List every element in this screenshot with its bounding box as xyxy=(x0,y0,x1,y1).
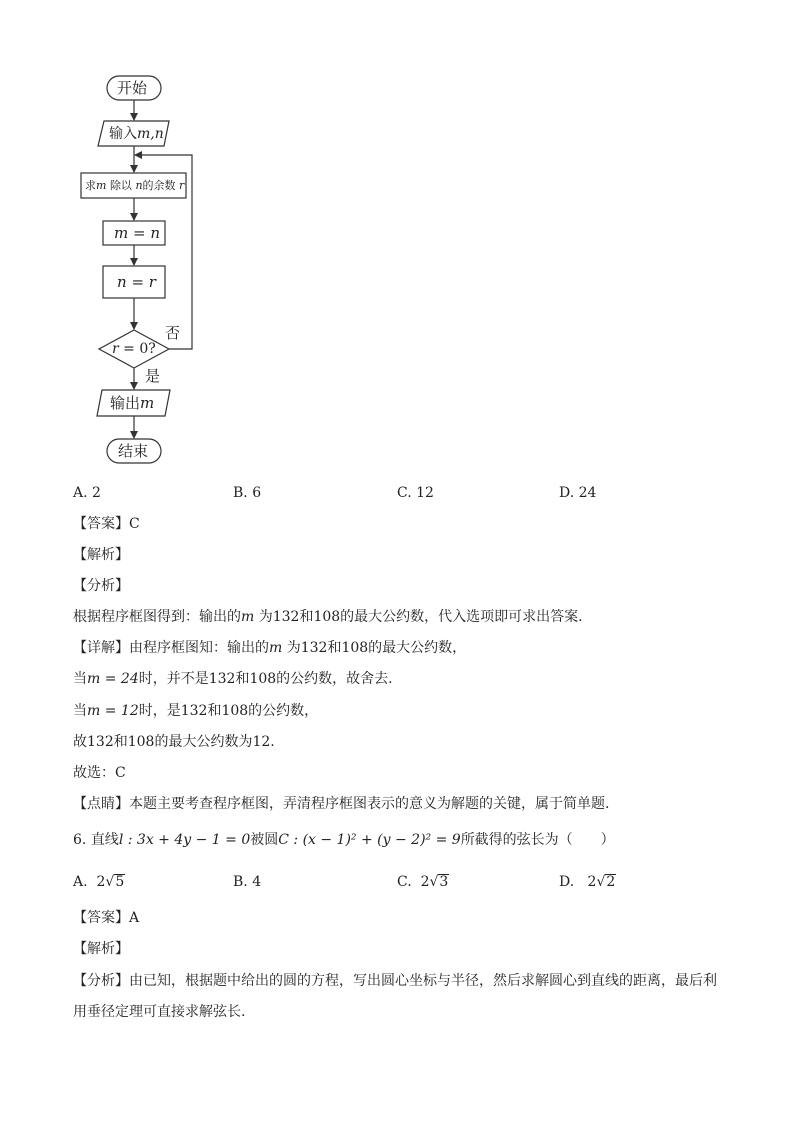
q6-c-rad: 3 xyxy=(439,874,449,890)
q6-pre: 直线 xyxy=(90,832,119,848)
decision-label xyxy=(112,341,156,357)
q5-answer xyxy=(73,516,140,532)
q6-circle-eq: C : (x − 1)² + (y − 2)² = 9 xyxy=(278,832,461,848)
q6-fenxi-1 xyxy=(73,973,717,989)
q5-comment-label: 【点睛】 xyxy=(73,796,129,812)
assign-n-label xyxy=(117,274,156,290)
cond-1: = 0? xyxy=(118,341,156,357)
q5-an-2: 为132和108的最大公约数，代入选项即可求出答案. xyxy=(254,609,583,625)
q6-c-coef: 2 xyxy=(420,874,430,890)
q5-choose: 故选：C xyxy=(73,765,126,781)
q6-fenxi-2: 用垂径定理可直接求解弦长. xyxy=(73,1004,246,1020)
rem-t2: 除以 xyxy=(109,179,132,192)
am-2: n xyxy=(150,224,161,242)
q6-b-coef: 4 xyxy=(252,874,262,890)
input-prefix: 输入 xyxy=(109,126,137,142)
rem-t0: 求 xyxy=(85,179,96,192)
assign-m-label xyxy=(114,225,160,241)
q5-a-letter: A. xyxy=(73,485,88,501)
q5-detail-1: 由程序框图知：输出的 xyxy=(129,640,269,656)
yes-label: 是 xyxy=(145,367,161,385)
q5-c-letter: C. xyxy=(397,485,412,501)
q6-option-a xyxy=(73,874,125,890)
rem-t5: r xyxy=(179,179,185,192)
cond-0: r xyxy=(112,341,119,357)
q6-a-rad: 5 xyxy=(115,874,125,890)
q6-b-letter: B. xyxy=(233,874,248,890)
an-1: = xyxy=(126,273,149,291)
q6-d-coef: 2 xyxy=(587,874,597,890)
q5-comment-text: 本题主要考查程序框图，弄清程序框图表示的意义为解题的关键，属于简单题. xyxy=(129,796,610,812)
end-label: 结束 xyxy=(118,442,149,460)
q6-option-d xyxy=(559,874,616,890)
q5-line-b xyxy=(73,703,318,719)
rem-t3: n xyxy=(135,179,143,192)
q5-fenxi: 【分析】 xyxy=(73,578,129,594)
q6-fenxi-text-1: 由已知，根据题中给出的圆的方程，写出圆心坐标与半径，然后求解圆心到直线的距离，最后利 xyxy=(129,973,717,989)
q5-d-value: 24 xyxy=(578,485,597,501)
an-2: r xyxy=(148,273,156,291)
q5-b-letter: B. xyxy=(233,485,248,501)
q6-d-letter: D. xyxy=(559,874,575,890)
q5-lb-pre: 当 xyxy=(73,703,87,719)
q5-line-a xyxy=(73,671,393,687)
out-var: m xyxy=(140,394,155,412)
q5-lb-post: 时，是132和108的公约数， xyxy=(138,703,319,719)
sqrt-sign: √ xyxy=(429,874,439,890)
q6-option-b xyxy=(233,874,261,890)
out-prefix: 输出 xyxy=(110,394,141,412)
q5-answer-value: C xyxy=(129,516,140,532)
q6-d-rad: 2 xyxy=(606,874,616,890)
q5-detail xyxy=(73,640,466,656)
output-label xyxy=(110,395,154,411)
q6-a-coef: 2 xyxy=(96,874,106,890)
q5-comment xyxy=(73,796,609,812)
q5-la-eq: m = 24 xyxy=(87,671,139,687)
q6-line-eq: l : 3x + 4y − 1 = 0 xyxy=(118,832,251,848)
q5-detail-2: 为132和108的最大公约数， xyxy=(282,640,467,656)
q5-detail-label: 【详解】 xyxy=(73,640,129,656)
q5-d-letter: D. xyxy=(559,485,575,501)
q6-stem xyxy=(73,832,615,848)
q6-mid: 被圆 xyxy=(250,832,279,848)
q6-num: 6. xyxy=(73,832,87,848)
am-0: m xyxy=(114,224,129,242)
q5-c-value: 12 xyxy=(416,485,434,501)
q6-answer xyxy=(73,910,139,926)
input-vars: m,n xyxy=(137,126,164,142)
q5-analysis xyxy=(73,609,583,625)
q5-lb-eq: m = 12 xyxy=(87,703,139,719)
q5-a-value: 2 xyxy=(92,485,101,501)
q5-option-a xyxy=(73,485,101,501)
rem-t1: m xyxy=(96,179,107,192)
q5-answer-label: 【答案】 xyxy=(73,516,129,532)
q5-option-d xyxy=(559,485,596,501)
am-1: = xyxy=(128,224,151,242)
q6-c-letter: C. xyxy=(397,874,412,890)
an-0: n xyxy=(117,273,127,291)
q6-option-c xyxy=(397,874,449,890)
q5-detail-m: m xyxy=(269,640,283,656)
q5-la-post: 时，并不是132和108的公约数，故舍去. xyxy=(138,671,393,687)
input-label xyxy=(109,126,164,142)
q5-option-b xyxy=(233,485,261,501)
no-label: 否 xyxy=(165,324,181,342)
q5-jiexi: 【解析】 xyxy=(73,547,129,563)
q5-an-1: 根据程序框图得到：输出的 xyxy=(73,609,241,625)
q5-la-pre: 当 xyxy=(73,671,87,687)
rem-t4: 的余数 xyxy=(142,179,176,192)
sqrt-sign: √ xyxy=(105,874,115,890)
q5-b-value: 6 xyxy=(252,485,262,501)
q6-answer-label: 【答案】 xyxy=(73,910,129,926)
q6-fenxi-label: 【分析】 xyxy=(73,973,129,989)
sqrt-sign: √ xyxy=(596,874,606,890)
q6-answer-value: A xyxy=(129,910,140,926)
start-label: 开始 xyxy=(117,79,148,97)
q6-a-letter: A. xyxy=(73,874,88,890)
q5-option-c xyxy=(397,485,434,501)
q5-line-c: 故132和108的最大公约数为12. xyxy=(73,734,275,750)
q6-jiexi: 【解析】 xyxy=(73,941,129,957)
q6-post: 所截得的弦长为（ ） xyxy=(460,832,615,848)
q5-an-m: m xyxy=(241,609,255,625)
remainder-label xyxy=(85,178,184,194)
